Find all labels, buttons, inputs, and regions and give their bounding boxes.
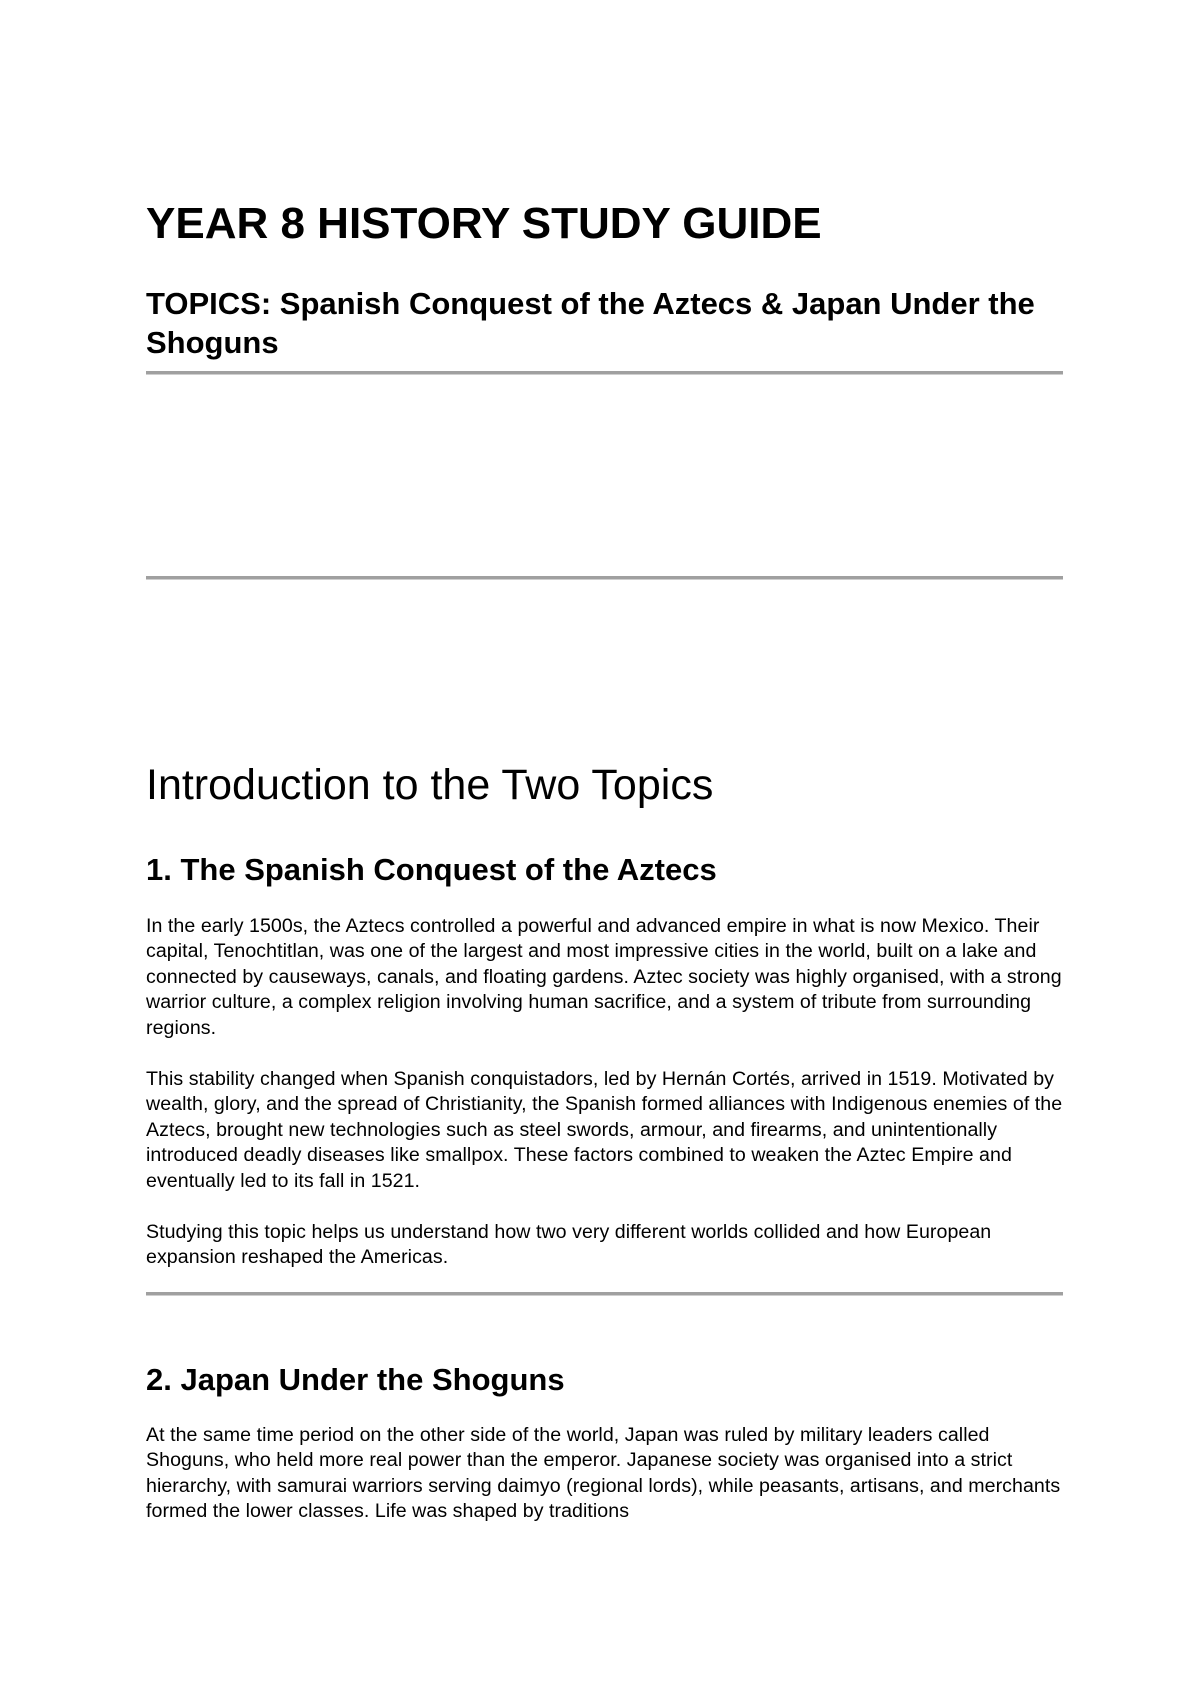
horizontal-divider (146, 371, 1063, 375)
paragraph: In the early 1500s, the Aztecs controlled a powerful and advanced empire in what is now Mexico. Their capital, Tenochtitlan, was one of the largest and most impressive cities in the world, built on a lake and connected by causeways, canals, and floating gardens. Aztec society was highly organised, with a strong warrior culture, a complex religion involving human sacrifice, and a system of tribute from surrounding regions. (146, 915, 1062, 1039)
paragraph: This stability changed when Spanish conquistadors, led by Hernán Cortés, arrived in 1519. Motivated by wealth, glory, and the spread of Christianity, the Spanish formed alliances with Indigenous enemies of the Aztecs, brought new technologies such as steel swords, armour, and firearms, and unintentionally introduced deadly diseases like smallpox. These factors combined to weaken the Aztec Empire and eventually led to its fall in 1521. (146, 1068, 1063, 1192)
introduction-heading: Introduction to the Two Topics (146, 761, 714, 809)
section-heading-aztecs: 1. The Spanish Conquest of the Aztecs (146, 852, 717, 887)
paragraph: At the same time period on the other side of the world, Japan was ruled by military leaders called Shoguns, who held more real power than the emperor. Japanese society was organised into a strict hierarchy, with samurai warriors serving daimyo (regional lords), while peasants, artisans, and merchants formed the lower classes. Life was shaped by traditions (146, 1424, 1061, 1523)
paragraph: Studying this topic helps us understand how two very different worlds collided and how European expansion reshaped the Americas. (146, 1221, 992, 1269)
horizontal-divider (146, 1292, 1063, 1296)
page-title: YEAR 8 HISTORY STUDY GUIDE (146, 199, 822, 248)
section-heading-shoguns: 2. Japan Under the Shoguns (146, 1362, 565, 1397)
page-subtitle: TOPICS: Spanish Conquest of the Aztecs & Japan Under the Shoguns (146, 286, 1035, 360)
horizontal-divider (146, 576, 1063, 580)
